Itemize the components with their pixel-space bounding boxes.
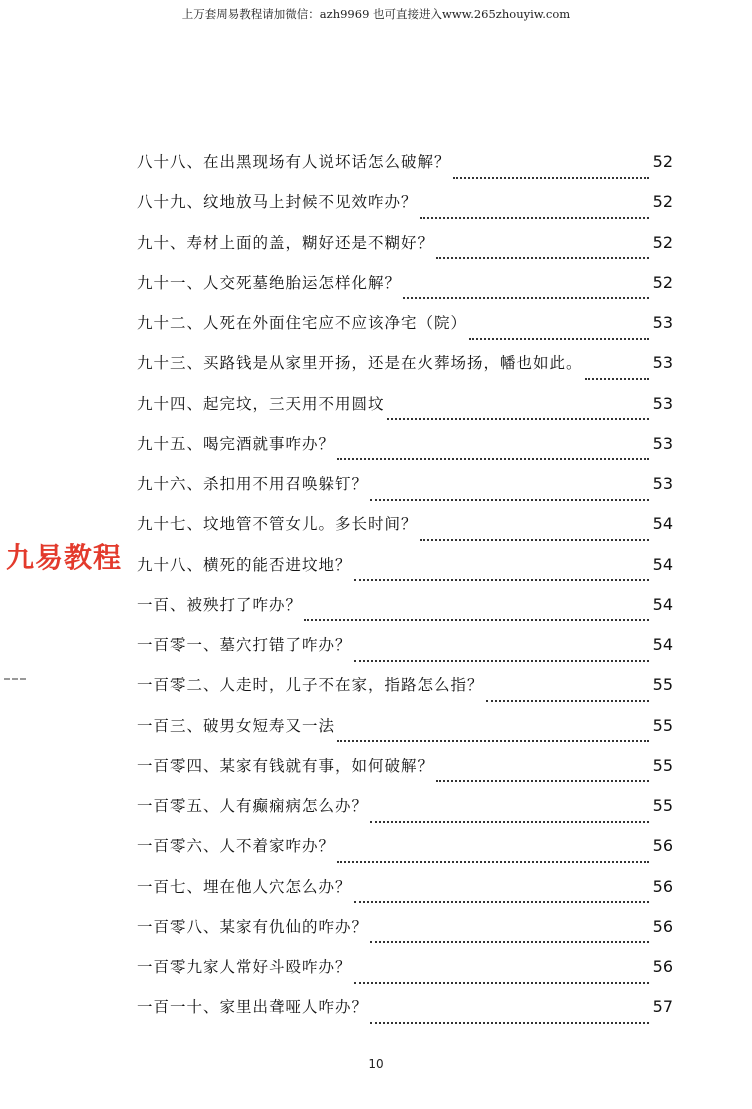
toc-entry <box>137 553 673 593</box>
toc-leader-dots <box>370 820 649 823</box>
watermark-logo: 九易教程 <box>6 541 123 574</box>
toc-entry-title: 一百零九家人常好斗殴咋办？ <box>137 958 352 976</box>
header-banner: 上万套周易教程请加微信：azh9969 也可直接进入www.265zhouyiw.com <box>181 7 571 21</box>
toc-entry-title: 九十八、横死的能否进坟地？ <box>137 555 352 574</box>
toc-entry <box>137 915 673 955</box>
toc-entry-title: 九十六、杀扣用不用召唤躲钉？ <box>137 475 369 493</box>
toc-entry <box>137 512 673 552</box>
toc-entry <box>137 231 673 271</box>
toc-entry <box>137 311 673 351</box>
toc-entry-title: 九十七、坟地管不管女儿。多长时间？ <box>137 515 418 534</box>
toc-entry <box>137 593 673 633</box>
toc-leader-dots <box>436 779 649 782</box>
toc-leader-dots <box>436 256 649 259</box>
toc-entry-title: 一百、被殃打了咋办？ <box>137 595 303 614</box>
toc-entry-page: 54 <box>652 635 673 654</box>
toc-entry-page: 56 <box>652 836 673 856</box>
toc-entry <box>137 190 673 230</box>
toc-entry <box>137 875 673 915</box>
toc-entry-title: 一百七、埋在他人穴怎么办？ <box>137 877 352 896</box>
toc-entry-title: 一百零八、某家有仇仙的咋办？ <box>137 917 369 936</box>
toc-entry-title: 一百零二、人走时，儿子不在家，指路怎么指？ <box>137 676 484 695</box>
toc-entry <box>137 633 673 673</box>
toc-entry-page: 56 <box>652 916 673 936</box>
toc-entry-title: 九十一、人交死墓绝胎运怎样化解？ <box>137 273 402 292</box>
toc-entry-title: 一百三、破男女短寿又一法 <box>137 716 336 735</box>
toc-leader-dots <box>337 457 649 460</box>
toc-entry-page: 54 <box>652 554 673 574</box>
toc-entry-title: 九十、寿材上面的盖，糊好还是不糊好？ <box>137 233 435 252</box>
toc-entry-title: 一百零四、某家有钱就有事，如何破解？ <box>137 756 435 775</box>
toc-entry <box>137 995 673 1035</box>
toc-leader-dots <box>370 1021 649 1024</box>
toc-entry-page: 53 <box>652 474 673 493</box>
toc-entry-title: 一百一十、家里出聋哑人咋办？ <box>137 998 369 1017</box>
toc-entry-page: 52 <box>652 232 673 252</box>
toc-entry <box>137 392 673 432</box>
toc-entry-page: 53 <box>652 393 673 413</box>
toc-entry-title: 一百零六、人不着家咋办？ <box>137 837 336 856</box>
toc-leader-dots <box>387 417 649 420</box>
toc-entry-title: 九十四、起完坟，三天用不用圆坟 <box>137 394 385 413</box>
toc-entry-page: 54 <box>652 594 673 614</box>
table-of-contents <box>137 150 673 1036</box>
toc-entry <box>137 472 673 512</box>
page-number: 10 <box>368 1057 384 1071</box>
toc-leader-dots <box>354 900 649 903</box>
toc-leader-dots <box>370 498 649 501</box>
toc-entry <box>137 150 673 190</box>
toc-entry-page: 55 <box>652 796 673 815</box>
toc-entry-title: 一百零一、墓穴打错了咋办？ <box>137 636 352 654</box>
toc-entry-page: 53 <box>652 313 673 332</box>
toc-entry <box>137 834 673 874</box>
toc-entry-page: 52 <box>652 272 673 292</box>
toc-entry-page: 53 <box>652 433 673 453</box>
toc-entry <box>137 714 673 754</box>
toc-entry-title: 九十三、买路钱是从家里开扬，还是在火葬场扬，幡也如此。 <box>137 354 583 373</box>
toc-leader-dots <box>453 176 649 179</box>
toc-entry <box>137 351 673 391</box>
toc-entry-page: 52 <box>652 192 673 212</box>
toc-leader-dots <box>469 337 649 340</box>
toc-entry <box>137 754 673 794</box>
toc-entry-page: 55 <box>652 715 673 735</box>
toc-entry <box>137 673 673 713</box>
toc-entry-page: 56 <box>652 957 673 976</box>
toc-leader-dots <box>403 296 649 299</box>
toc-entry <box>137 794 673 834</box>
toc-leader-dots <box>304 618 649 621</box>
toc-leader-dots <box>354 659 649 662</box>
toc-entry <box>137 955 673 995</box>
toc-leader-dots <box>354 981 649 984</box>
toc-entry-page: 53 <box>652 353 673 373</box>
toc-leader-dots <box>420 216 649 219</box>
toc-leader-dots <box>420 538 649 541</box>
toc-entry-page: 55 <box>652 755 673 775</box>
toc-entry-title: 八十八、在出黑现场有人说坏话怎么破解？ <box>137 153 451 171</box>
toc-entry-page: 55 <box>652 675 673 695</box>
toc-entry-title: 一百零五、人有癫痫病怎么办？ <box>137 797 369 815</box>
toc-leader-dots <box>585 377 649 380</box>
toc-entry <box>137 271 673 311</box>
toc-entry <box>137 432 673 472</box>
toc-leader-dots <box>337 739 649 742</box>
toc-entry-title: 九十二、人死在外面住宅应不应该净宅（院） <box>137 314 468 332</box>
toc-entry-page: 56 <box>652 876 673 896</box>
toc-entry-title: 九十五、喝完酒就事咋办？ <box>137 434 336 453</box>
toc-leader-dots <box>337 860 649 863</box>
toc-entry-title: 八十九、纹地放马上封候不见效咋办？ <box>137 193 418 212</box>
toc-leader-dots <box>486 699 649 702</box>
toc-entry-page: 52 <box>652 152 673 171</box>
toc-leader-dots <box>354 578 649 581</box>
toc-leader-dots <box>370 940 649 943</box>
toc-entry-page: 54 <box>652 514 673 534</box>
scan-edge-mark <box>4 678 26 682</box>
toc-entry-page: 57 <box>652 997 673 1017</box>
